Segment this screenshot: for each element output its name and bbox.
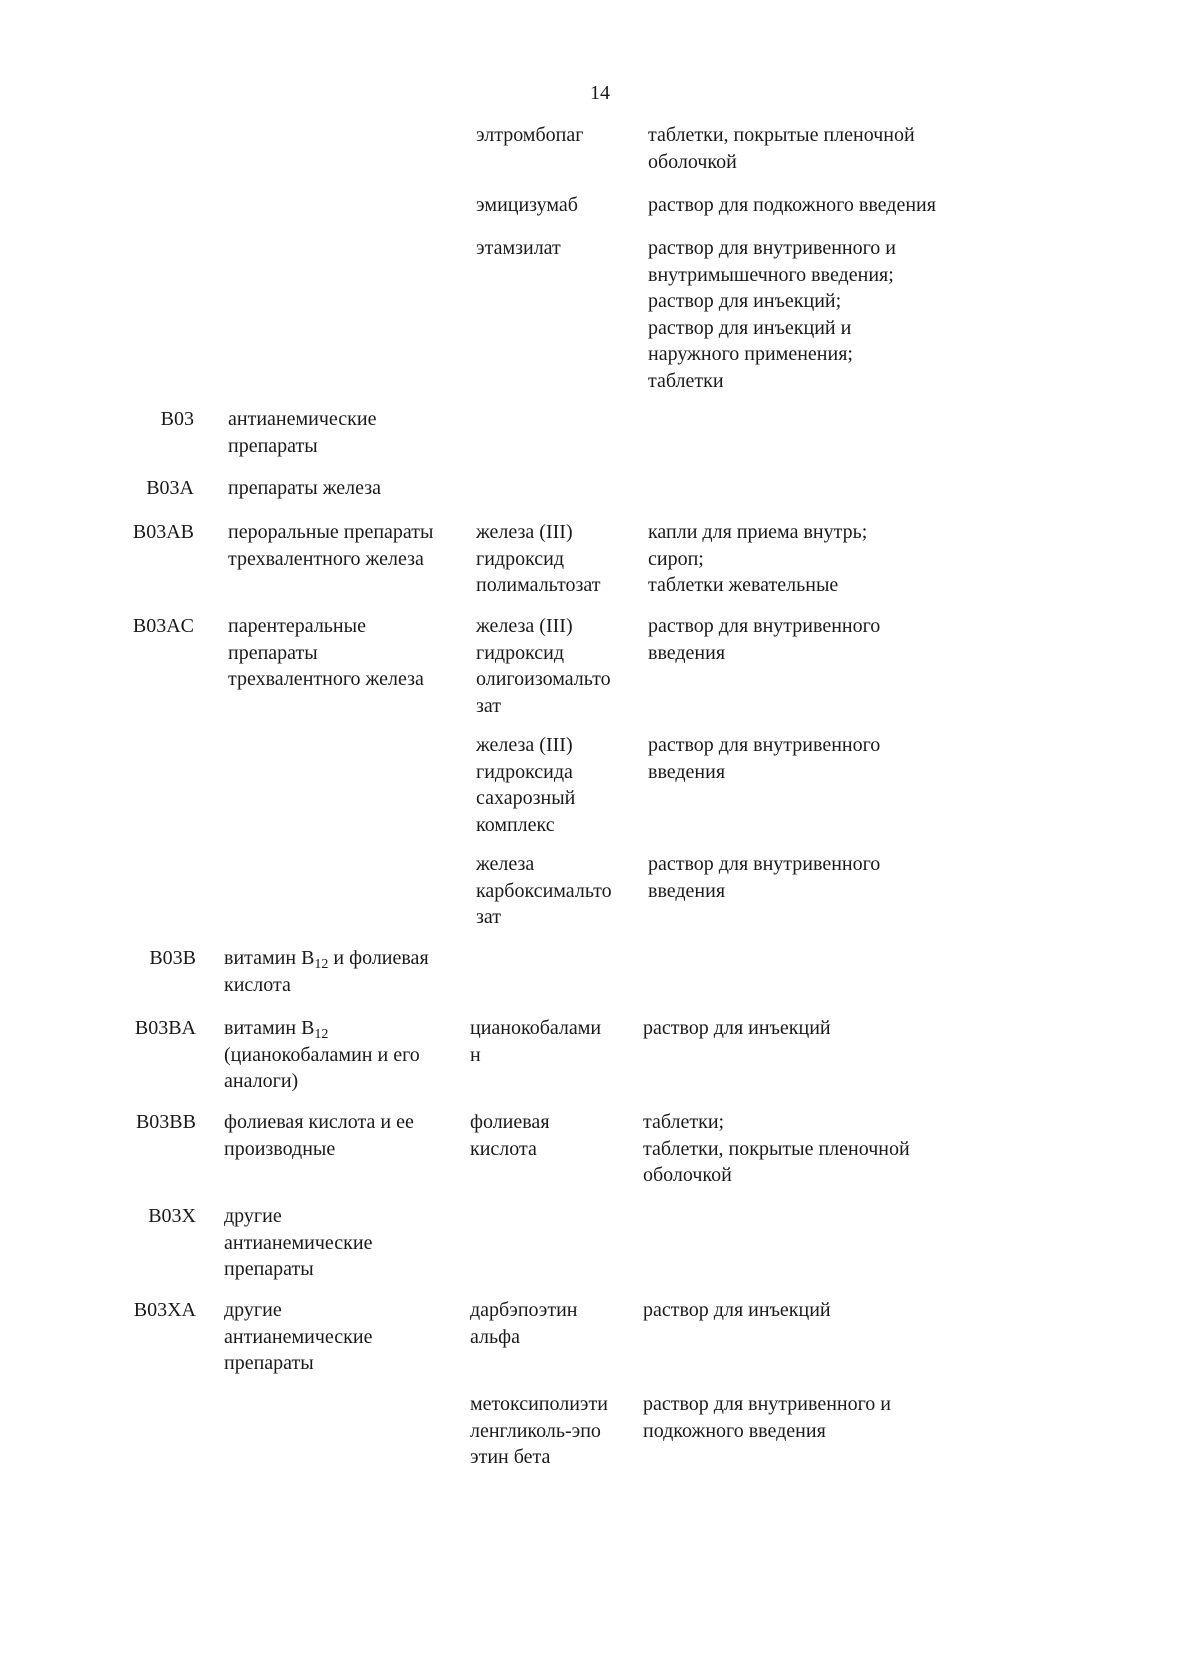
- drug-name: этамзилат: [476, 237, 561, 259]
- atc-group: антианемические препараты: [228, 408, 377, 457]
- atc-group: парентеральные препараты трехвалентного железа: [228, 615, 424, 690]
- dosage-form: раствор для инъекций: [643, 1017, 831, 1039]
- page-number: 14: [590, 82, 610, 104]
- drug-name: цианокобалами н: [470, 1017, 602, 1066]
- atc-code: B03AB: [132, 521, 194, 543]
- dosage-form: раствор для инъекций: [643, 1299, 831, 1321]
- atc-group: витамин $B_{12}$ и фолиевая кислота: [224, 947, 429, 996]
- drug-name: эмицизумаб: [476, 194, 578, 216]
- dosage-form: раствор для внутривенного и внутримышечного введения; раствор для инъекций; раствор для инъекций и наружного применения; таблетки: [648, 237, 897, 392]
- atc-code: B03AC: [132, 615, 194, 637]
- drug-name: фолиевая кислота: [470, 1111, 550, 1160]
- drug-name: элтромбопаг: [476, 124, 584, 146]
- atc-code: B03B: [149, 947, 196, 969]
- atc-group: пероральные препараты трехвалентного железа: [228, 521, 434, 570]
- atc-code: B03XA: [133, 1299, 196, 1321]
- atc-group: другие антианемические препараты: [224, 1299, 373, 1374]
- atc-code: B03BB: [135, 1111, 196, 1133]
- atc-group: другие антианемические препараты: [224, 1205, 373, 1280]
- atc-group: препараты железа: [228, 477, 382, 499]
- dosage-form: раствор для подкожного введения: [648, 194, 936, 216]
- dosage-form: раствор для внутривенного введения: [648, 615, 881, 664]
- drug-name: дарбэпоэтин альфа: [470, 1299, 578, 1348]
- drug-name: железа (III) гидроксида сахарозный комплекс: [476, 734, 576, 836]
- drug-name: железа карбоксимальто зат: [476, 853, 612, 928]
- drug-name: железа (III) гидроксид олигоизомальто зат: [476, 615, 611, 717]
- drug-name: метоксиполиэти ленгликоль-эпо этин бета: [470, 1393, 608, 1468]
- dosage-form: раствор для внутривенного и подкожного введения: [643, 1393, 892, 1442]
- atc-code: B03X: [148, 1205, 196, 1227]
- atc-group: витамин $B_{12}$ (цианокобаламин и его аналоги): [224, 1017, 420, 1092]
- atc-group: фолиевая кислота и ее производные: [224, 1111, 414, 1160]
- dosage-form: капли для приема внутрь; сироп; таблетки жевательные: [648, 521, 868, 596]
- drug-name: железа (III) гидроксид полимальтозат: [476, 521, 601, 596]
- dosage-form: таблетки; таблетки, покрытые пленочной оболочкой: [643, 1111, 910, 1186]
- dosage-form: раствор для внутривенного введения: [648, 734, 881, 783]
- dosage-form: раствор для внутривенного введения: [648, 853, 881, 902]
- atc-code: B03: [160, 408, 194, 430]
- atc-code: B03A: [146, 477, 194, 499]
- dosage-form: таблетки, покрытые пленочной оболочкой: [648, 124, 915, 173]
- atc-code: B03BA: [134, 1017, 196, 1039]
